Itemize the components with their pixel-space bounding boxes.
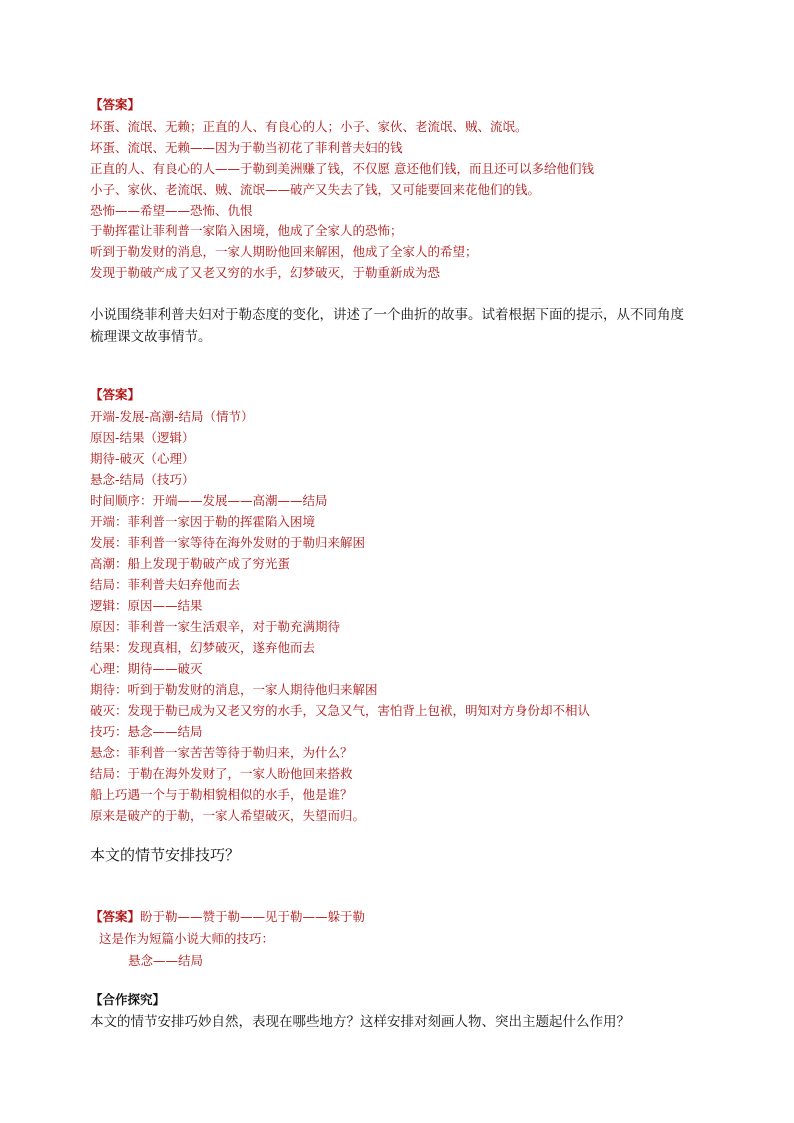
answer-line: 开端：菲利普一家因于勒的挥霍陷入困境 [90,514,316,529]
answer-line [90,907,365,927]
answer-line: 发展：菲利普一家等待在海外发财的于勒归来解困 [90,535,366,550]
answer-line: 结果：发现真相，幻梦破灭，遂弃他而去 [90,640,316,655]
answer-line: 期待-破灭（心理） [90,451,195,466]
answer-line: 小子、家伙、老流氓、贼、流氓——破产又失去了钱，又可能要回来花他们的钱。 [90,182,541,197]
question-text: 小说围绕菲利普夫妇对于勒态度的变化，讲述了一个曲折的故事。试着根据下面的提示，从不同角度 [90,307,684,323]
answer-line: 原因-结果（逻辑） [90,430,195,445]
answer-line: 坏蛋、流氓、无赖——因为于勒当初花了菲利普夫妇的钱 [90,140,403,155]
answer-line: 悬念-结局（技巧） [90,472,195,487]
answer-line: 正直的人、有良心的人——于勒到美洲赚了钱，不仅愿 意还他们钱，而且还可以多给他们钱 [90,161,594,176]
answer-line: 逻辑：原因——结果 [90,598,203,613]
answer-line: 这是作为短篇小说大师的技巧： [99,931,275,946]
answer-line: 心理：期待——破灭 [90,661,203,676]
answer-line: 破灭：发现于勒已成为又老又穷的水手，又急又气，害怕背上包袱，明知对方身份却不相认 [90,703,591,718]
question-text: 梳理课文故事情节。 [90,329,212,345]
answer-line: 开端-发展-高潮-结局（情节） [90,409,254,424]
answer-line: 时间顺序：开端——发展——高潮——结局 [90,493,328,508]
answer-line: 高潮：船上发现于勒破产成了穷光蛋 [90,556,291,571]
answer-line: 原因：菲利普一家生活艰辛，对于勒充满期待 [90,619,341,634]
answer-line: 听到于勒发财的消息，一家人期盼他回来解困，他成了全家人的希望； [90,244,478,259]
section-heading: 【合作探究】 [90,992,166,1007]
answer-line: 结局：于勒在海外发财了，一家人盼他回来搭救 [90,766,353,781]
answer-line: 发现于勒破产成了又老又穷的水手，幻梦破灭，于勒重新成为恐 [90,265,441,280]
answer-line: 期待：听到于勒发财的消息，一家人期待他归来解困 [90,682,378,697]
answer-line: 船上巧遇一个与于勒相貌相似的水手，他是谁？ [90,787,353,802]
answer-label: 【答案】 [90,909,141,924]
answer-line: 原来是破产的于勒，一家人希望破灭，失望而归。 [90,808,366,823]
answer-line: 于勒挥霍让菲利普一家陷入困境，他成了全家人的恐怖； [90,223,403,238]
answer-text: 盼于勒——赞于勒——见于勒——躲于勒 [140,909,366,924]
question-text: 本文的情节安排技巧？ [90,846,241,864]
answer-label: 【答案】 [90,97,141,112]
answer-line: 悬念：菲利普一家苦苦等待于勒归来，为什么？ [90,745,353,760]
answer-line: 结局：菲利普夫妇弃他而去 [90,577,241,592]
question-text: 本文的情节安排巧妙自然，表现在哪些地方？这样安排对刻画人物、突出主题起什么作用？ [90,1014,630,1030]
answer-line: 悬念——结局 [128,953,204,968]
answer-label: 【答案】 [90,387,141,402]
answer-line: 技巧：悬念——结局 [90,724,203,739]
answer-line: 恐怖——希望——恐怖、仇恨 [90,203,253,218]
answer-line: 坏蛋、流氓、无赖；正直的人、有良心的人；小子、家伙、老流氓、贼、流氓。 [90,119,528,134]
